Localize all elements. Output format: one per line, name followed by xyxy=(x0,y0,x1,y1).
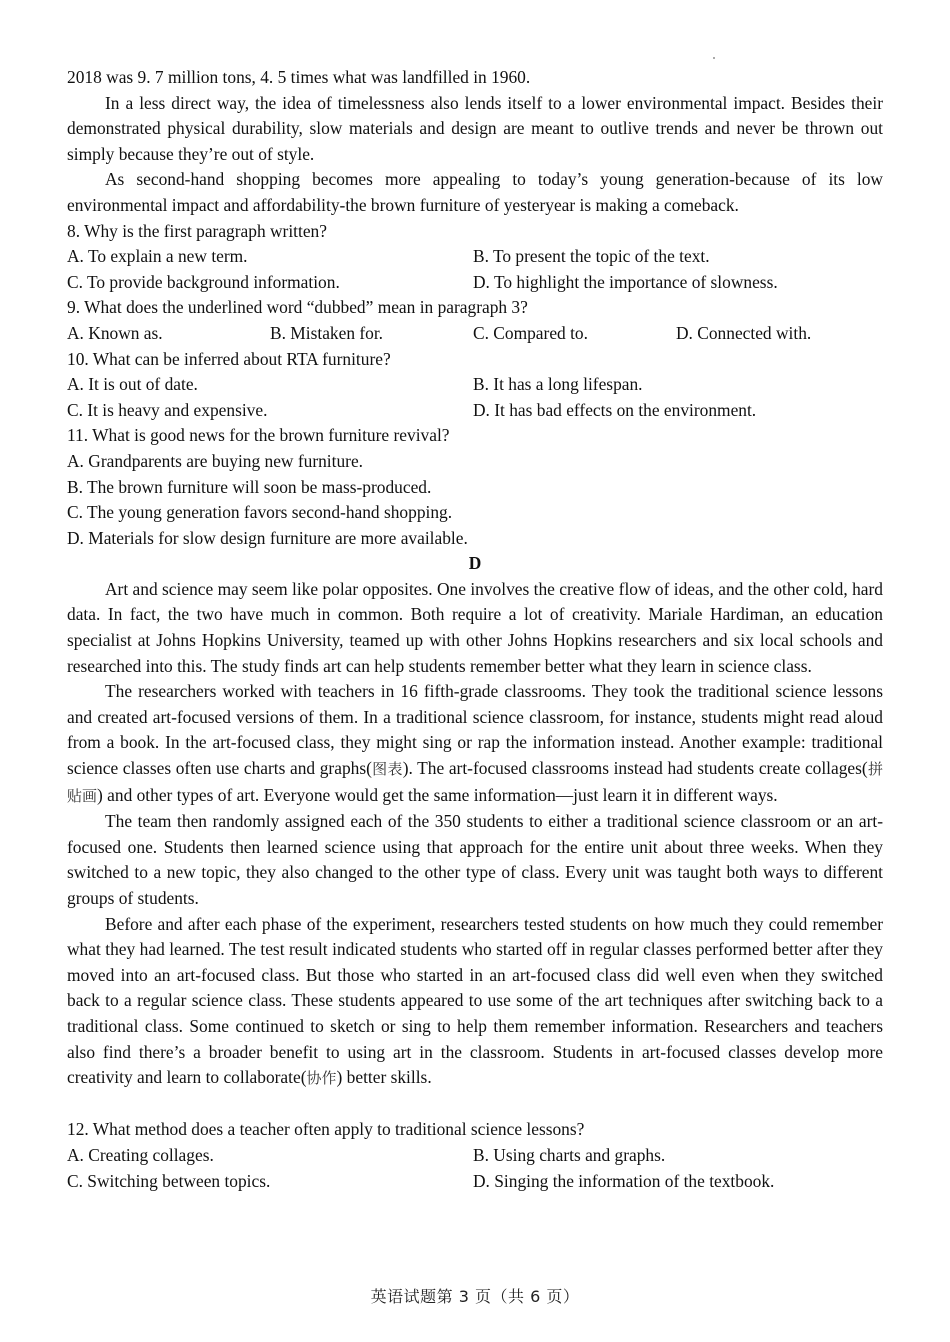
question-stem: 12. What method does a teacher often apply to traditional science lessons? xyxy=(67,1119,585,1140)
option-d[interactable]: D. Connected with. xyxy=(676,322,812,343)
chinese-gloss: 协作 xyxy=(306,1069,337,1088)
option-c[interactable]: C. It is heavy and expensive. xyxy=(67,399,268,420)
passage-c-paragraph: In a less direct way, the idea of timelessness also lends itself to a lower environmental impact. Besides their demonstrated physical durability, slow materials and design are meant to outlive trends and never be thrown out simply because they’re out of style. xyxy=(67,92,883,164)
passage-c-paragraph: As second-hand shopping becomes more appealing to today’s young generation-because of its low environmental impact and affordability-the brown furniture of yesteryear is making a comeback. xyxy=(67,169,883,215)
page-footer: 英语试题第 3 页（共 6 页） xyxy=(370,1287,580,1306)
exam-page xyxy=(67,65,883,1194)
paragraph-text: ). The art-focused classrooms instead had students create collages( xyxy=(402,758,868,779)
option-b[interactable]: B. Mistaken for. xyxy=(270,322,384,343)
paragraph-text: The researchers worked with teachers in 16 fifth-grade classrooms. They took the traditional science lessons and created art-focused versions of them. In a traditional science classroom, for instance, students might read aloud from a book. In the art-focused class, they might sing or rap the information instead. Another example: traditional science classes often use charts and graphs( xyxy=(67,681,883,779)
question-9 xyxy=(67,295,883,346)
question-12 xyxy=(67,1117,883,1194)
passage-d-paragraph-2 xyxy=(67,679,883,809)
option-b[interactable]: B. Using charts and graphs. xyxy=(473,1144,666,1165)
option-a[interactable]: A. Creating collages. xyxy=(67,1144,214,1165)
options-row xyxy=(67,1169,883,1195)
option-d[interactable]: D. It has bad effects on the environment. xyxy=(473,399,757,420)
question-stem: 8. Why is the first paragraph written? xyxy=(67,220,327,241)
options-row xyxy=(67,398,883,424)
paragraph-text: ) and other types of art. Everyone would get the same information—just learn it in different ways. xyxy=(97,784,778,805)
chinese-gloss: 拼贴画 xyxy=(67,760,883,805)
question-8 xyxy=(67,219,883,296)
option-c[interactable]: C. Switching between topics. xyxy=(67,1170,271,1191)
question-stem: 10. What can be inferred about RTA furniture? xyxy=(67,348,391,369)
option-d[interactable]: D. Singing the information of the textbook. xyxy=(473,1170,775,1191)
paragraph-text: ) better skills. xyxy=(336,1067,432,1088)
passage-d-paragraph-1: Art and science may seem like polar opposites. One involves the creative flow of ideas, and the other cold, hard data. In fact, the two have much in common. Both require a lot of creativity. Mariale Hardiman, an education specialist at Johns Hopkins University, teamed up with other Johns Hopkins researchers and six local schools and researched into this. The study finds art can help students remember better what they learn in science class. xyxy=(67,578,883,676)
option-a[interactable]: A. Grandparents are buying new furniture. xyxy=(67,450,364,471)
options-row xyxy=(67,270,883,296)
passage-c-tail-line: 2018 was 9. 7 million tons, 4. 5 times what was landfilled in 1960. xyxy=(67,67,531,87)
scan-speck xyxy=(713,57,715,59)
question-stem: 9. What does the underlined word “dubbed” mean in paragraph 3? xyxy=(67,297,528,318)
option-c[interactable]: C. The young generation favors second-hand shopping. xyxy=(67,502,453,523)
option-c[interactable]: C. Compared to. xyxy=(473,322,588,343)
options-row xyxy=(67,1143,883,1169)
question-stem: 11. What is good news for the brown furniture revival? xyxy=(67,425,450,446)
option-a[interactable]: A. It is out of date. xyxy=(67,374,198,395)
options-row xyxy=(67,244,883,270)
option-b[interactable]: B. To present the topic of the text. xyxy=(473,246,710,267)
option-d[interactable]: D. To highlight the importance of slowness. xyxy=(473,271,778,292)
question-10 xyxy=(67,347,883,424)
options-row xyxy=(67,372,883,398)
passage-d-paragraph-3: The team then randomly assigned each of the 350 students to either a traditional science classroom or an art-focused one. Students then learned science using that approach for the entire unit about three weeks. When they switched to a new topic, they also changed to the other type of class. Every unit was taught both ways to different groups of students. xyxy=(67,811,883,908)
option-a[interactable]: A. To explain a new term. xyxy=(67,246,248,267)
option-c[interactable]: C. To provide background information. xyxy=(67,271,340,292)
chinese-gloss: 图表 xyxy=(371,760,403,779)
options-row xyxy=(67,321,883,347)
paragraph-text: Before and after each phase of the experiment, researchers tested students on how much they could remember what they had learned. The test result indicated students who started off in regular classes performed better after they moved into an art-focused class. But those who started in an art-focused class did well even when they switched back to a regular science class. These students appeared to use some of the art techniques after switching back to a traditional class. Some continued to sketch or sing to help them remember information. Researchers and teachers also find there’s a broader benefit to using art in the classroom. Students in art-focused classes develop more creativity and learn to collaborate( xyxy=(67,913,883,1088)
section-heading-d: D xyxy=(468,553,482,574)
question-11 xyxy=(67,423,883,551)
option-a[interactable]: A. Known as. xyxy=(67,322,163,343)
option-d[interactable]: D. Materials for slow design furniture are more available. xyxy=(67,527,468,548)
option-b[interactable]: B. The brown furniture will soon be mass-produced. xyxy=(67,476,432,497)
option-b[interactable]: B. It has a long lifespan. xyxy=(473,374,643,395)
spacer xyxy=(67,1092,883,1118)
passage-d-paragraph-4 xyxy=(67,912,883,1092)
